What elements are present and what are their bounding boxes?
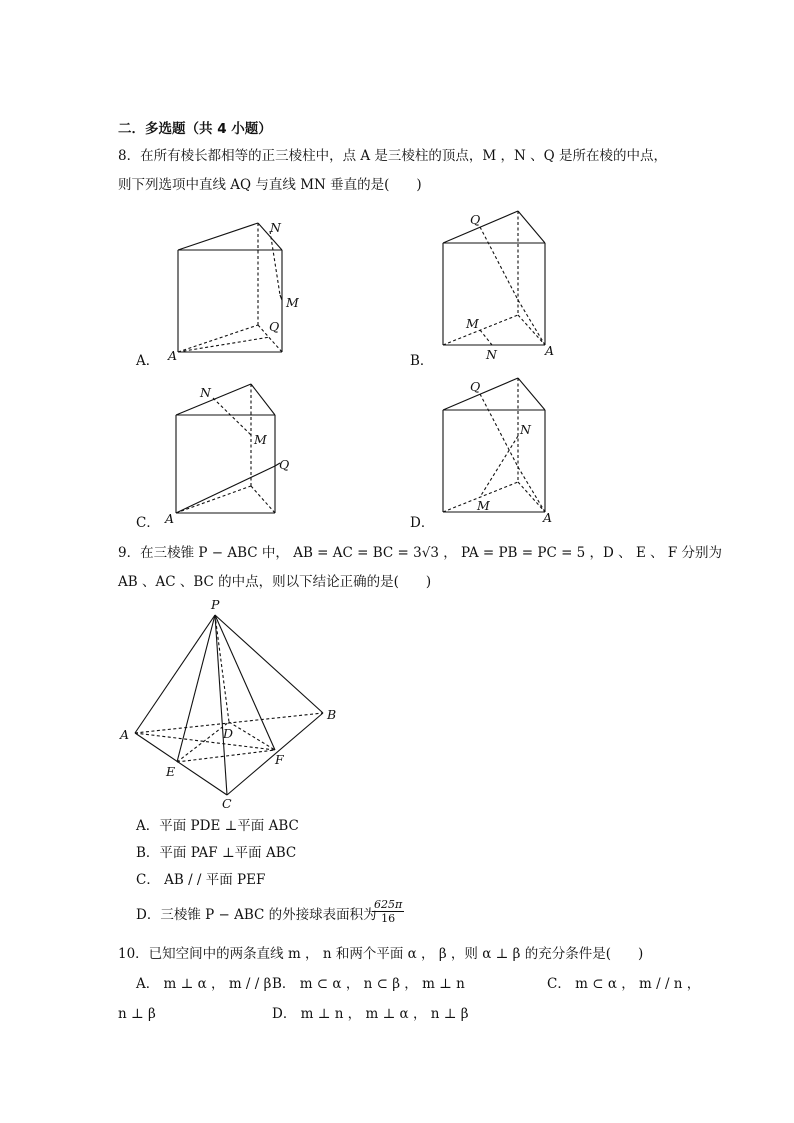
q8c-label-n: N (200, 385, 211, 400)
q10-option-b: B． m ⊂ α ， n ⊂ β ， m ⊥ n (272, 976, 465, 992)
q8-figure-c (165, 378, 298, 528)
q9-pyramid-figure (115, 595, 345, 810)
q9-label-f: F (275, 752, 284, 767)
q8-option-d: D． (410, 515, 435, 531)
q8c-label-q: Q (279, 457, 290, 472)
q8-stem-line1: 8．在所有棱长都相等的正三棱柱中，点 A 是三棱柱的顶点，M ，N 、Q 是所在棱的中点， (118, 148, 667, 164)
q9-option-b: B．平面 PAF ⊥平面 ABC (136, 845, 297, 861)
q10-stem: 10．已知空间中的两条直线 m ， n 和两个平面 α ， β ，则 α ⊥ β 的充分条件是( ) (118, 946, 644, 962)
q9-label-d: D (223, 726, 234, 741)
q8-figure-a (168, 215, 300, 363)
q8a-label-a: A (168, 348, 178, 363)
section-title: 二．多选题（共 4 小题） (118, 121, 272, 137)
q10-option-d: D． m ⊥ n ， m ⊥ α ， n ⊥ β (272, 1006, 469, 1022)
q9-option-a: A．平面 PDE ⊥平面 ABC (136, 818, 299, 834)
q8-option-a: A． (136, 353, 160, 369)
q8-option-c: C． (136, 515, 160, 531)
q9-label-a: A (120, 727, 130, 742)
q8c-label-a: A (165, 511, 175, 526)
q8-option-b: B． (410, 353, 434, 369)
q9-option-d: D．三棱锥 P − ABC 的外接球表面积为 (136, 907, 377, 923)
q8a-label-n: N (270, 220, 281, 235)
q8b-label-a: A (545, 343, 555, 358)
q8d-label-a: A (543, 510, 553, 525)
q9-label-e: E (166, 764, 176, 779)
q8b-label-q: Q (470, 212, 481, 227)
fraction-numerator: 625π (374, 898, 403, 911)
q9-label-p: P (211, 597, 220, 612)
q10-option-c-cont: n ⊥ β (118, 1006, 156, 1022)
q9-stem-line1: 9．在三棱锥 P − ABC 中， AB = AC = BC = 3√3 ， PA = PB = PC = 5 ，D 、 E 、 F 分别为 (118, 545, 723, 561)
q8-figure-d (438, 372, 568, 532)
q8-stem-line2: 则下列选项中直线 AQ 与直线 MN 垂直的是( ) (118, 177, 422, 193)
q8d-label-q: Q (470, 379, 481, 394)
q10-option-a: A． m ⊥ α ， m / / β (136, 976, 272, 992)
q8d-label-m: M (477, 498, 490, 513)
q9-label-c: C (222, 796, 232, 811)
q9-option-d-fraction (372, 898, 404, 925)
q10-option-c: C． m ⊂ α ， m / / n ， (547, 976, 701, 992)
q8c-label-m: M (254, 432, 267, 447)
q8a-label-m: M (286, 295, 299, 310)
q9-stem-line2: AB 、AC 、BC 的中点，则以下结论正确的是( ) (118, 574, 432, 590)
q9-option-c: C． AB / / 平面 PEF (136, 872, 266, 888)
q8b-label-m: M (466, 316, 479, 331)
q8d-label-n: N (520, 422, 531, 437)
q8a-label-q: Q (269, 319, 280, 334)
q8-figure-b (438, 205, 568, 365)
q9-label-b: B (327, 707, 337, 722)
q8b-label-n: N (486, 347, 497, 362)
fraction-denominator: 16 (381, 912, 396, 925)
